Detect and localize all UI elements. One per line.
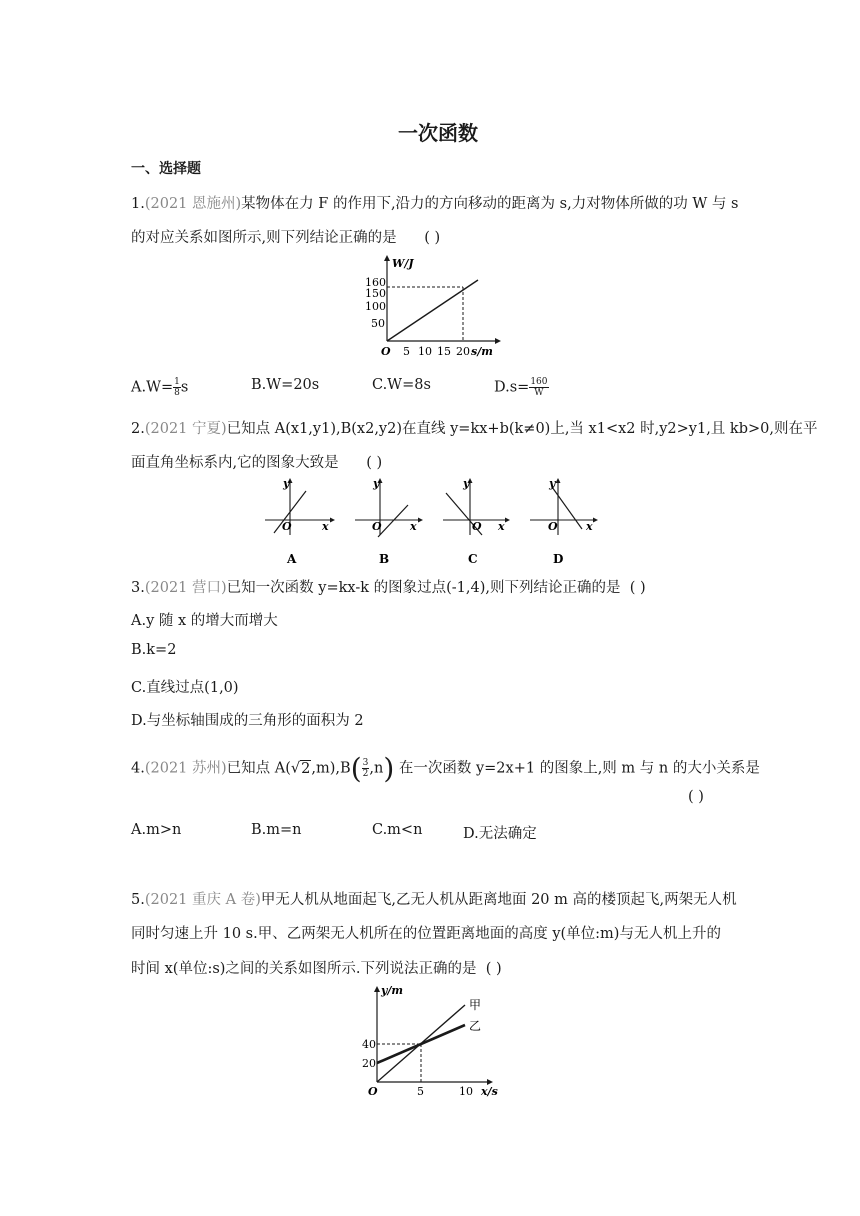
- q1-option-d-num: 160: [530, 377, 548, 387]
- page-title: 一次函数: [398, 121, 478, 145]
- q2-b-y-label: y: [373, 477, 380, 490]
- q1-source: (2021 恩施州): [144, 196, 242, 212]
- q5-source: (2021 重庆 A 卷): [144, 892, 261, 908]
- q2-text-line1: 已知点 A(x1,y1),B(x2,y2)在直线 y=kx+b(k≠0)上,当 x1<x2 时,y2>y1,且 kb>0,则在平: [226, 421, 818, 437]
- q2-graph-b[interactable]: [355, 477, 423, 566]
- q2-b-line: [378, 505, 408, 537]
- q4-left-paren: (: [350, 752, 362, 785]
- q1-option-d-prefix: D.s=: [494, 379, 530, 396]
- q5-y-arrow: [374, 986, 380, 992]
- q1-y-tick-100: 100: [365, 300, 386, 313]
- q4-answer-bracket[interactable]: ( ): [688, 789, 704, 805]
- q2-line2: [131, 451, 382, 472]
- q2-answer-bracket[interactable]: ( ): [366, 455, 383, 471]
- q1-y-tick-160: 160: [365, 276, 386, 289]
- q2-graph-c[interactable]: [443, 477, 510, 566]
- q5-x-tick-10: 10: [459, 1085, 473, 1098]
- q2-d-x-arrow: [593, 518, 598, 523]
- q1-option-a-num: 1: [174, 377, 180, 387]
- q5-line3: [131, 957, 502, 978]
- q5-y-tick-20: 20: [362, 1057, 376, 1070]
- q1-option-d-den: W: [534, 388, 544, 398]
- q4-option-a[interactable]: A.m>n: [131, 822, 182, 838]
- q1-option-a-fraction: [173, 377, 181, 398]
- q2-d-x-label: x: [586, 520, 593, 533]
- q2-b-label: B: [379, 552, 390, 566]
- q3-option-c[interactable]: C.直线过点(1,0): [131, 680, 239, 696]
- q4-text-b: ,m),B: [311, 760, 351, 777]
- q3-option-d[interactable]: D.与坐标轴围成的三角形的面积为 2: [131, 713, 364, 729]
- q1-option-d-fraction: [529, 377, 548, 398]
- q2-a-origin: O: [282, 520, 292, 533]
- q1-option-a-prefix: A.W=: [131, 379, 174, 396]
- q5-line1: [131, 888, 737, 909]
- q5-text-line1: 甲无人机从地面起飞,乙无人机从距离地面 20 m 高的楼顶起飞,两架无人机: [260, 892, 737, 908]
- q5-line2: 同时匀速上升 10 s.甲、乙两架无人机所在的位置距离地面的高度 y(单位:m)与无人机上升的: [131, 926, 721, 942]
- q5-series-jia-label: 甲: [469, 998, 482, 1012]
- q1-option-a-suffix: s: [180, 379, 189, 396]
- q1-text-line2: 的对应关系如图所示,则下列结论正确的是: [131, 230, 397, 246]
- q2-d-y-label: y: [549, 477, 556, 490]
- q5-x-label: x/s: [481, 1085, 498, 1098]
- q4-text-c: ,n: [369, 760, 384, 777]
- q4-text-a: 已知点 A(: [226, 760, 291, 777]
- q2-b-origin: O: [372, 520, 382, 533]
- q2-number: 2.: [131, 421, 145, 437]
- q2-c-y-label: y: [463, 477, 470, 490]
- q2-c-x-arrow: [505, 518, 510, 523]
- q3-text: 已知一次函数 y=kx-k 的图象过点(-1,4),则下列结论正确的是: [226, 580, 621, 596]
- q2-c-origin: O: [472, 520, 482, 533]
- q2-c-x-label: x: [498, 520, 505, 533]
- q1-function-line: [387, 280, 478, 341]
- q4-right-paren: ): [383, 752, 395, 785]
- q1-graph: [355, 253, 515, 361]
- q5-x-tick-5: 5: [417, 1085, 424, 1098]
- q5-number: 5.: [131, 892, 145, 908]
- q4-source: (2021 苏州): [144, 760, 227, 777]
- q2-graph-a[interactable]: [265, 477, 335, 566]
- q1-x-tick-20: 20: [456, 345, 470, 358]
- q4-option-b[interactable]: B.m=n: [251, 822, 302, 838]
- q1-line1: [131, 192, 738, 213]
- q2-graph-d[interactable]: [530, 477, 598, 566]
- q1-y-label: W/J: [392, 257, 414, 270]
- q1-x-label: s/m: [471, 345, 493, 358]
- q1-x-arrow: [495, 338, 501, 344]
- q2-a-x-arrow: [330, 518, 335, 523]
- q3-line1: [131, 576, 646, 597]
- q1-x-tick-10: 10: [418, 345, 432, 358]
- q4-option-d[interactable]: D.无法确定: [463, 826, 537, 842]
- q2-d-label: D: [553, 552, 564, 566]
- q4-number: 4.: [131, 760, 145, 777]
- q1-y-tick-50: 50: [371, 317, 385, 330]
- q2-c-label: C: [468, 552, 478, 566]
- q3-answer-bracket[interactable]: ( ): [629, 580, 646, 596]
- section-heading: 一、选择题: [131, 161, 201, 177]
- q5-y-tick-40: 40: [362, 1038, 376, 1051]
- q1-text-line1: 某物体在力 F 的作用下,沿力的方向移动的距离为 s,力对物体所做的功 W 与 s: [241, 196, 739, 212]
- q5-graph: [355, 980, 515, 1100]
- q2-b-x-label: x: [410, 520, 417, 533]
- q2-graphs: [260, 477, 610, 567]
- q4-text-d: 在一次函数 y=2x+1 的图象上,则 m 与 n 的大小关系是: [398, 760, 760, 777]
- q2-a-label: A: [287, 552, 297, 566]
- q1-x-tick-5: 5: [403, 345, 410, 358]
- q1-option-a-den: 8: [174, 388, 180, 398]
- q1-y-arrow: [384, 255, 390, 261]
- q5-origin: O: [368, 1085, 378, 1098]
- q3-source: (2021 营口): [144, 580, 227, 596]
- q1-line2: [131, 226, 440, 247]
- q4-frac-den: 2: [362, 769, 369, 779]
- q2-a-x-label: x: [322, 520, 329, 533]
- q4-frac-num: 3: [362, 758, 369, 768]
- q5-answer-bracket[interactable]: ( ): [485, 961, 502, 977]
- q1-option-b[interactable]: B.W=20s: [251, 377, 320, 393]
- q2-line1: [131, 417, 817, 438]
- q5-series-yi-label: 乙: [469, 1019, 482, 1033]
- q1-x-tick-15: 15: [437, 345, 451, 358]
- q5-y-label: y/m: [381, 984, 404, 997]
- q3-option-b[interactable]: B.k=2: [131, 642, 177, 658]
- q4-sqrt-value: 2: [301, 760, 311, 777]
- q3-option-a[interactable]: A.y 随 x 的增大而增大: [131, 613, 278, 629]
- q1-option-d[interactable]: [494, 377, 549, 398]
- q1-origin: O: [381, 345, 391, 358]
- q3-number: 3.: [131, 580, 145, 596]
- q1-option-a[interactable]: [131, 377, 188, 398]
- q4-option-c[interactable]: C.m<n: [372, 822, 423, 838]
- q1-answer-bracket[interactable]: ( ): [424, 230, 441, 246]
- q1-y-tick-150: 150: [365, 287, 386, 300]
- q2-d-origin: O: [548, 520, 558, 533]
- q1-option-c[interactable]: C.W=8s: [372, 377, 431, 393]
- q4-line1: 4.(2021 苏州)已知点 A(√2,m),B( $\frac{3}{2}$ ,n) 在一次函数 y=2x+1 的图象上,则 m 与 n 的大小关系是: [131, 752, 760, 785]
- q1-number: 1.: [131, 196, 145, 212]
- q5-text-line3: 时间 x(单位:s)之间的关系如图所示.下列说法正确的是: [131, 961, 477, 977]
- q2-text-line2: 面直角坐标系内,它的图象大致是: [131, 455, 339, 471]
- q2-d-y-arrow: [556, 478, 561, 483]
- q2-b-x-arrow: [418, 518, 423, 523]
- q2-source: (2021 宁夏): [144, 421, 227, 437]
- q2-a-y-label: y: [283, 477, 290, 490]
